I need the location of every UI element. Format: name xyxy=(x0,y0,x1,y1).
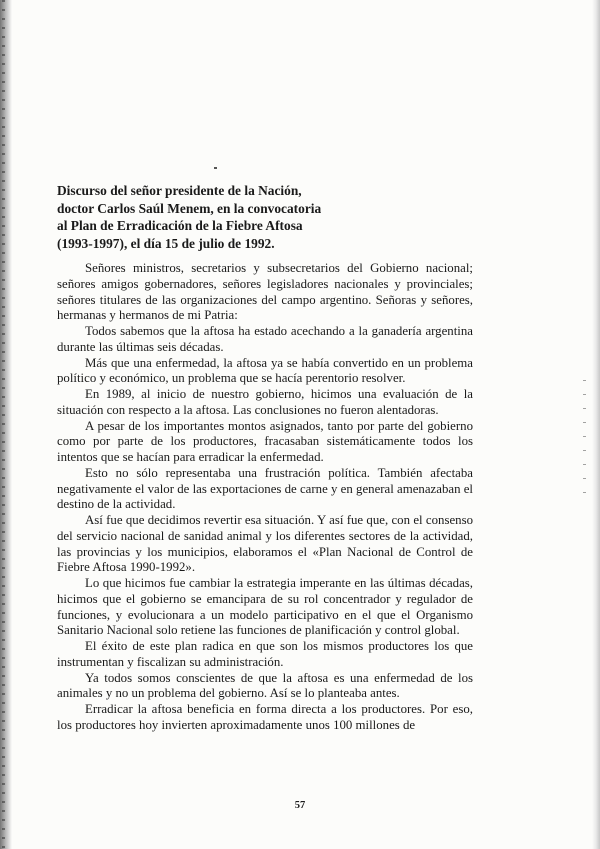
paragraph: Erradicar la aftosa beneficia en forma directa a los productores. Por eso, los productores hoy invierten aproximadamente unos 100 millones de xyxy=(57,702,473,732)
paragraph: Más que una enfermedad, la aftosa ya se había convertido en un problema político y económico, un problema que se hacía perentorio resolver. xyxy=(57,355,473,386)
paragraph: Lo que hicimos fue cambiar la estrategia imperante en las últimas décadas, hicimos que el gobierno se emancipara de su rol concentrador y regulador de funciones, y evolucionara a un modelo participativo en el que el Organismo Sanitario Nacional solo retiene las funciones de planificación y control global. xyxy=(57,576,473,638)
scan-speck xyxy=(214,167,217,169)
speech-body xyxy=(57,261,473,734)
page-right-edge xyxy=(592,0,600,849)
paragraph: Ya todos somos conscientes de que la aftosa es una enfermedad de los animales y no un problema del gobierno. Así se lo planteaba antes. xyxy=(57,670,473,701)
paragraph: A pesar de los importantes montos asignados, tanto por parte del gobierno como por parte de los productores, fracasaban sistemáticamente todos los intentos que se hacían para erradicar la enfermedad. xyxy=(57,418,473,464)
page-number: 57 xyxy=(294,800,306,811)
paragraph: En 1989, al inicio de nuestro gobierno, hicimos una evaluación de la situación con respecto a la aftosa. Las conclusiones no fueron alentadoras. xyxy=(57,387,473,417)
paragraph: El éxito de este plan radica en que son los mismos productores los que instrumentan y fiscalizan su administración. xyxy=(57,639,473,669)
scan-artifact-dots xyxy=(583,380,586,500)
paragraph: Esto no sólo representaba una frustración política. También afectaba negativamente el valor de las exportaciones de carne y en general amenazaban el destino de la actividad. xyxy=(57,465,473,512)
paragraph-greeting: Señores ministros, secretarios y subsecretarios del Gobierno nacional; señores amigos gobernadores, señores legisladores nacionales y provinciales; señores titulares de las organizaciones del campo argentino. Señoras y señores, hermanas y hermanos de mi Patria: xyxy=(57,261,473,323)
paragraph: Todos sabemos que la aftosa ha estado acechando a la ganadería argentina durante las últimas seis décadas. xyxy=(57,324,473,354)
binding-edge-specks xyxy=(2,0,5,849)
speech-title: Discurso del señor presidente de la Nación, doctor Carlos Saúl Menem, en la convocatoria al Plan de Erradicación de la Fiebre Aftosa (1993-1997), el día 15 de julio de 1992. xyxy=(57,183,322,251)
paragraph: Así fue que decidimos revertir esa situación. Y así fue que, con el consenso del servicio nacional de sanidad animal y los diferentes sectores de la actividad, las provincias y los municipios, elaboramos el «Plan Nacional de Control de Fiebre Aftosa 1990-1992». xyxy=(57,513,473,575)
